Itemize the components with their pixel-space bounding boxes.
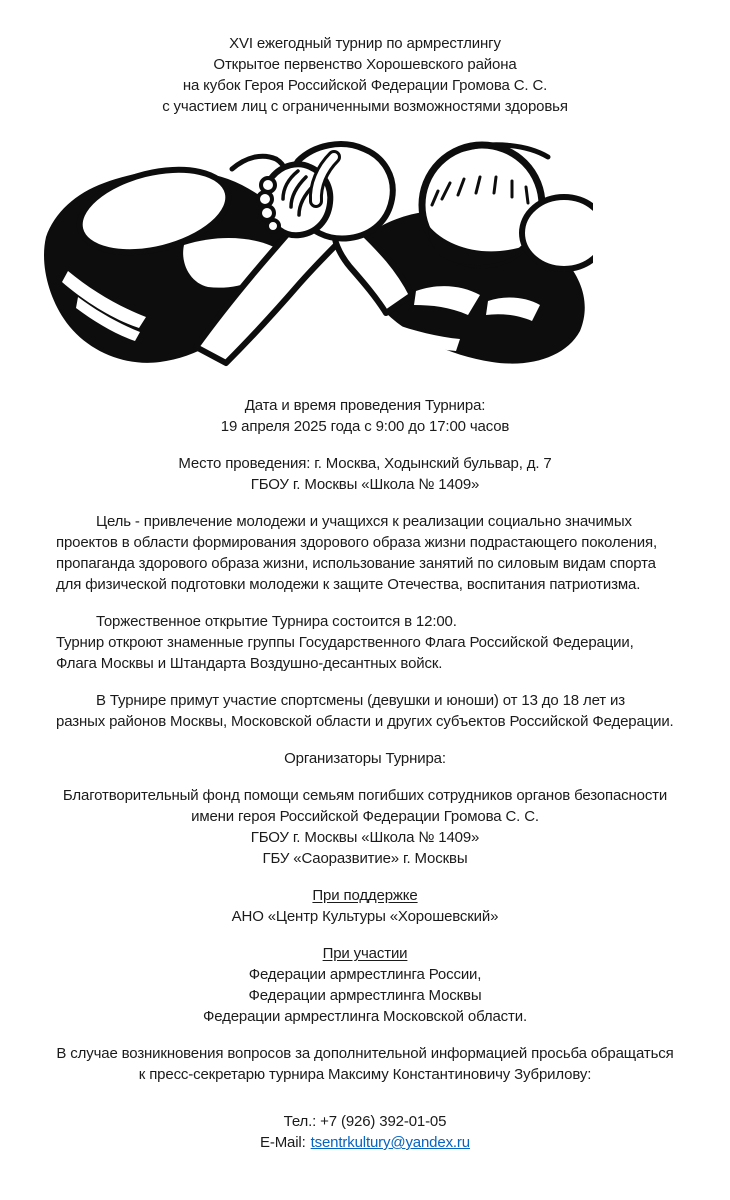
- participants-paragraph: В Турнире примут участие спортсмены (девушки и юноши) от 13 до 18 лет из разных районов Москвы, Московской области и других субъектов Российской Федерации.: [56, 692, 674, 730]
- opening-paragraph: [56, 611, 674, 674]
- support-item: АНО «Центр Культуры «Хорошевский»: [231, 908, 499, 925]
- support-heading: При поддержке: [312, 887, 418, 904]
- title-line-4: с участием лиц с ограниченными возможностями здоровья: [162, 98, 568, 115]
- venue-address: Место проведения: г. Москва, Ходынский бульвар, д. 7: [178, 455, 552, 472]
- participation-heading: При участии: [322, 945, 408, 962]
- organizer-item: ГБОУ г. Москвы «Школа № 1409»: [250, 829, 480, 846]
- document-title: [56, 33, 674, 117]
- organizers-heading: Организаторы Турнира:: [284, 750, 446, 767]
- arm-wrestling-svg: [36, 141, 593, 369]
- datetime-value: 19 апреля 2025 года с 9:00 до 17:00 часов: [220, 418, 510, 435]
- venue-school: ГБОУ г. Москвы «Школа № 1409»: [250, 476, 480, 493]
- title-line-3: на кубок Героя Российской Федерации Громова С. С.: [182, 77, 548, 94]
- datetime-block: [56, 395, 674, 437]
- organizer-item: Благотворительный фонд помощи семьям погибших сотрудников органов безопасности имени героя Российской Федерации Громова С. С.: [62, 787, 668, 825]
- participation-item: Федерации армрестлинга Московской области.: [203, 1008, 527, 1025]
- contact-details: [56, 1111, 674, 1153]
- opening-line-1: Торжественное открытие Турнира состоится в 12:00.: [96, 613, 457, 630]
- participation-item: Федерации армрестлинга России,: [248, 966, 482, 983]
- email-line: [56, 1132, 674, 1153]
- venue-block: [56, 453, 674, 495]
- organizer-item: ГБУ «Саоразвитие» г. Москвы: [262, 850, 468, 867]
- title-line-2: Открытое первенство Хорошевского района: [213, 56, 517, 73]
- organizers-list: [56, 785, 674, 869]
- title-line-1: XVI ежегодный турнир по армрестлингу: [229, 35, 501, 52]
- participation-block: [56, 943, 674, 1027]
- arm-wrestling-illustration: [36, 141, 593, 369]
- phone-line: Тел.: +7 (926) 392-01-05: [283, 1113, 447, 1130]
- participation-item: Федерации армрестлинга Москвы: [248, 987, 482, 1004]
- datetime-heading: Дата и время проведения Турнира:: [244, 397, 486, 414]
- contact-note: В случае возникновения вопросов за дополнительной информацией просьба обращаться к пресс-секретарю турнира Максиму Константиновичу Зубрилову:: [56, 1045, 674, 1083]
- email-link[interactable]: tsentrkultury@yandex.ru: [310, 1134, 470, 1151]
- support-block: [56, 885, 674, 927]
- goal-paragraph: Цель - привлечение молодежи и учащихся к реализации социально значимых проектов в области формирования здорового образа жизни подрастающего поколения, пропаганда здорового образа жизни, использование занятий по силовым видам спорта для физической подготовки молодежи к защите Отечества, воспитания патриотизма.: [56, 513, 657, 593]
- email-label: E-Mail:: [260, 1134, 306, 1151]
- opening-line-2: Турнир откроют знаменные группы Государственного Флага Российской Федерации, Флага Москвы и Штандарта Воздушно-десантных войск.: [56, 634, 634, 672]
